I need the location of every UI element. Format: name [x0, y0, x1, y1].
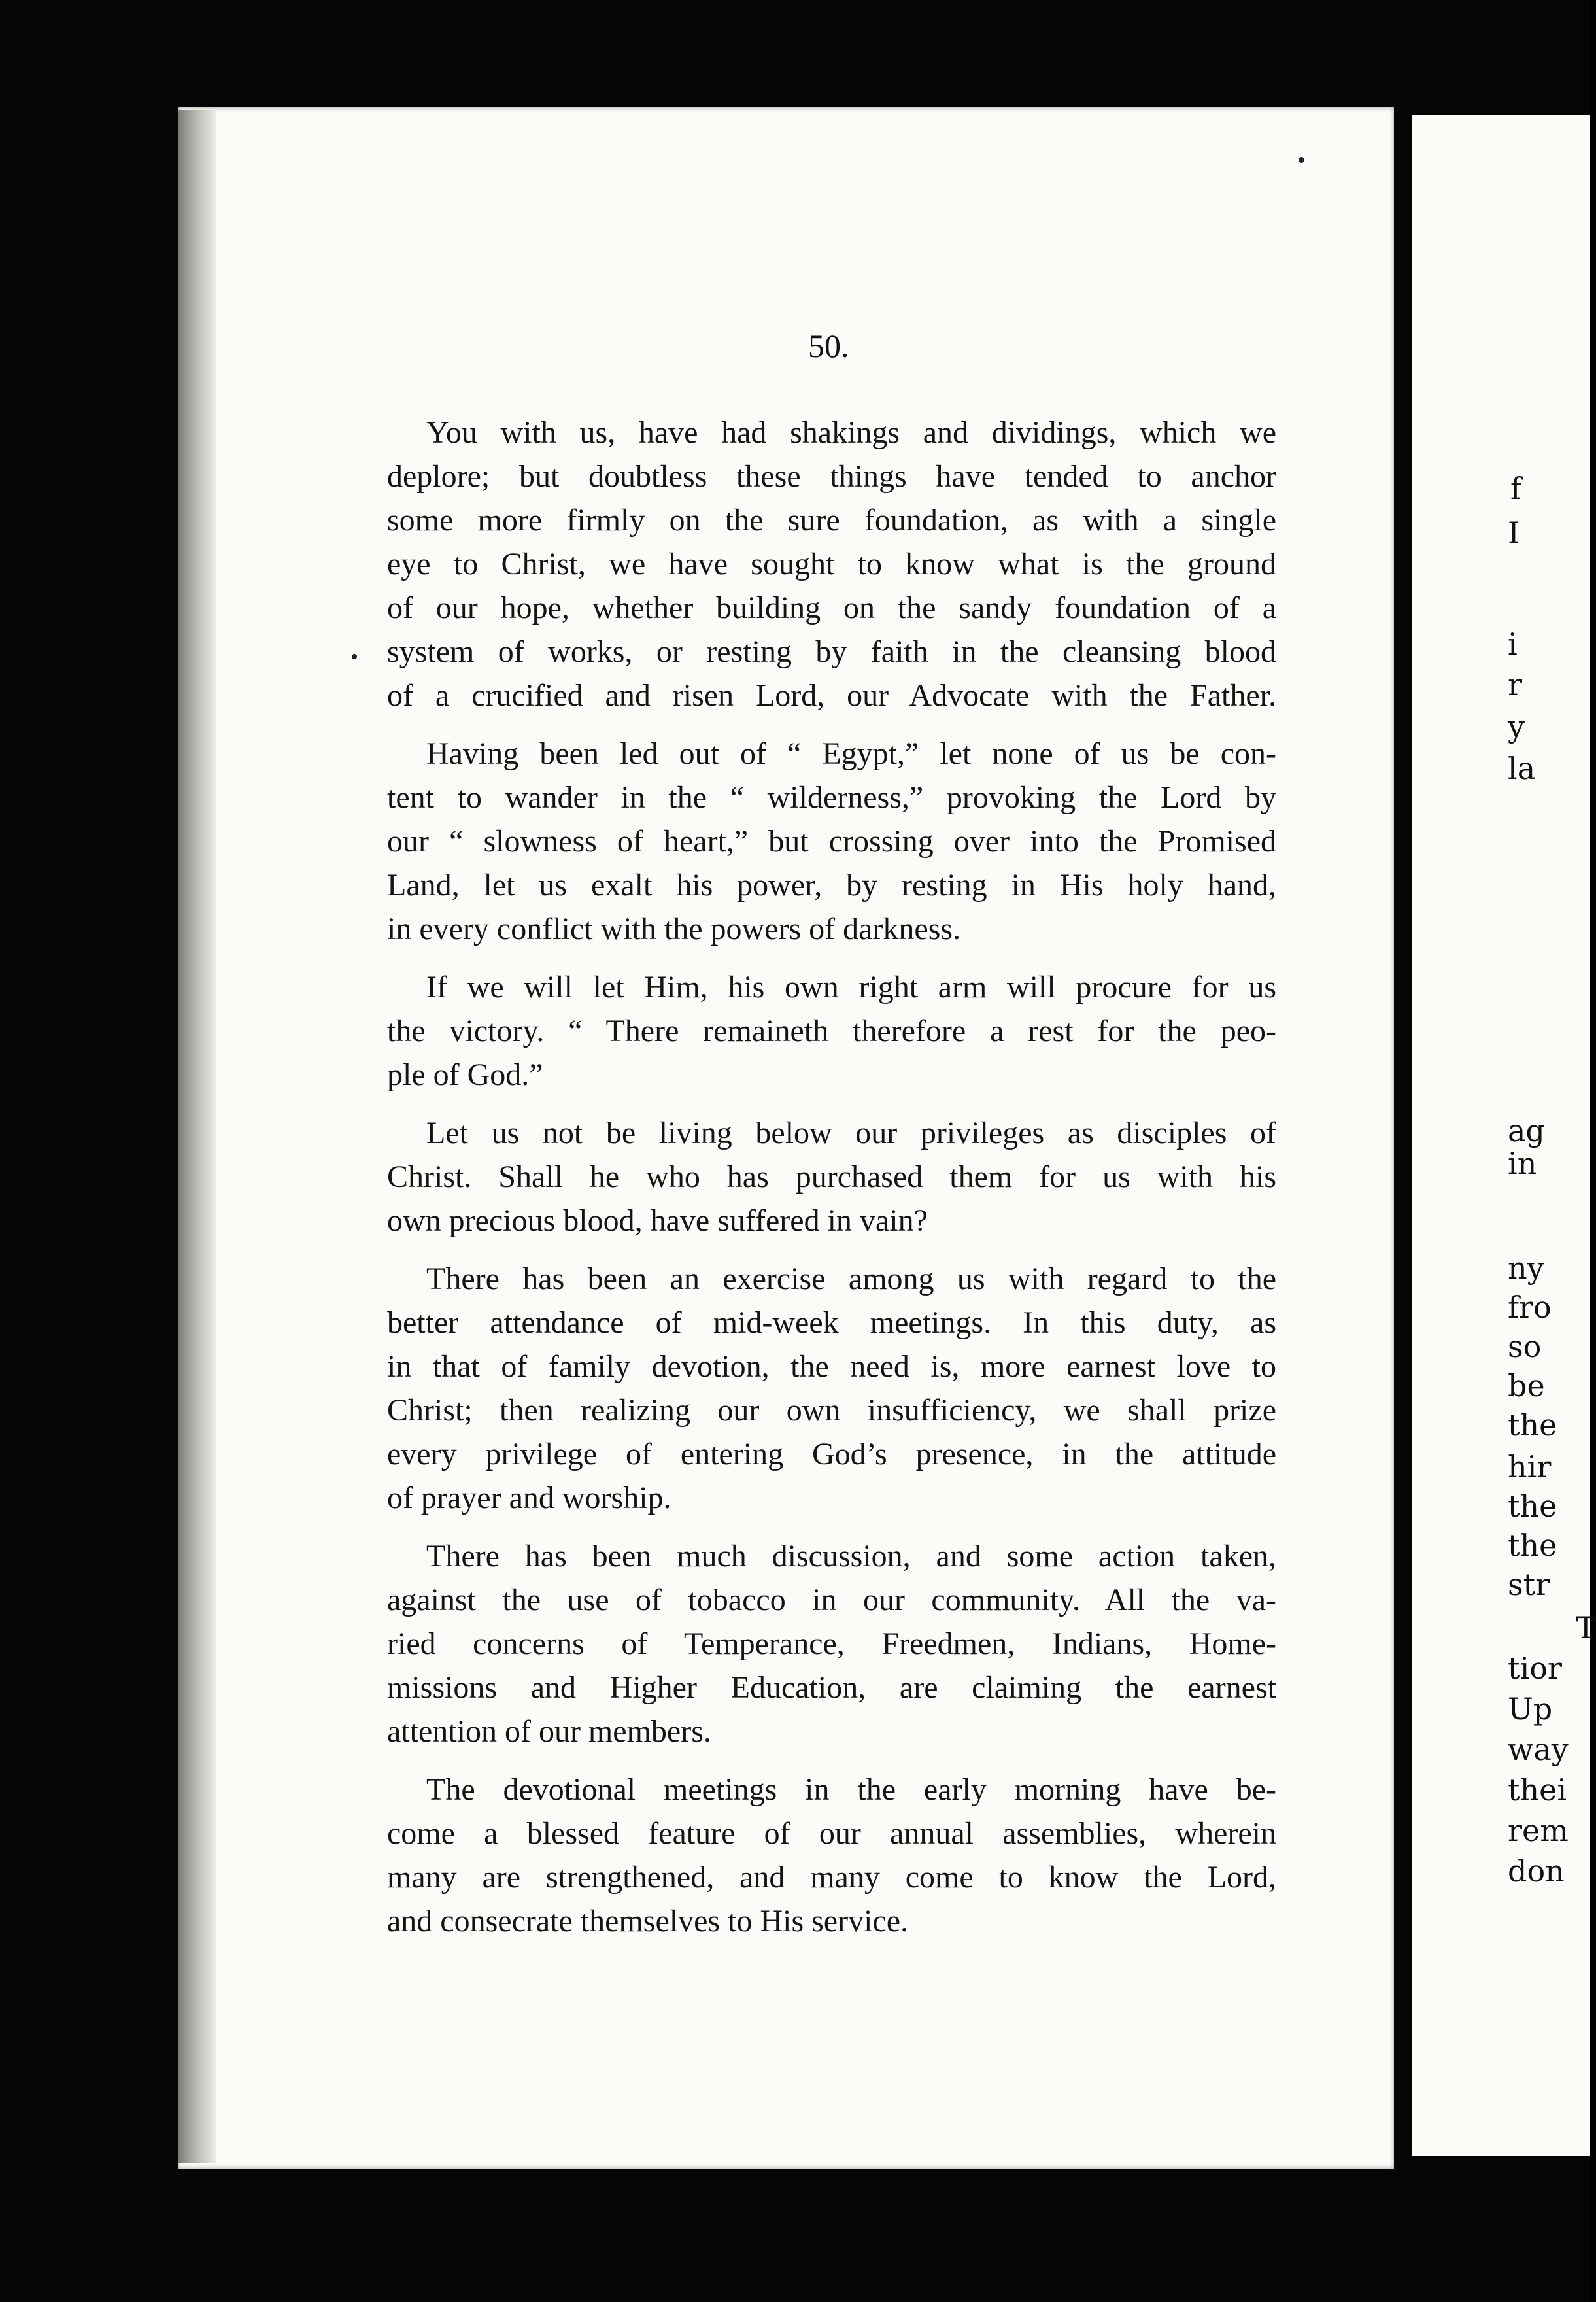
text-line: in that of family devotion, the need is, more earnest love to [387, 1349, 1276, 1384]
book-gutter [1394, 105, 1412, 2178]
text-line: ple of God.” [387, 1057, 543, 1092]
text-line: of a crucified and risen Lord, our Advocate with the Father. [387, 678, 1276, 713]
paragraph [387, 411, 1276, 717]
page-fore-edge [178, 110, 216, 2163]
text-line: Having been led out of “ Egypt,” let none of us be con- [426, 736, 1276, 771]
right-page-facing [1412, 115, 1596, 2156]
text-line: our “ slowness of heart,” but crossing over into the Promised [387, 824, 1276, 859]
facing-fragment: f [1510, 471, 1522, 506]
facing-fragment: fro [1508, 1290, 1552, 1325]
facing-fragment: the [1508, 1488, 1557, 1524]
facing-fragment: y [1508, 709, 1525, 744]
text-line: deplore; but doubtless these things have tended to anchor [387, 459, 1276, 494]
text-line: system of works, or resting by faith in the cleansing blood [387, 634, 1276, 669]
text-line: some more firmly on the sure foundation, as with a single [387, 503, 1276, 538]
text-line: the victory. “ There remaineth therefore a rest for the peo- [387, 1014, 1276, 1048]
facing-fragment: I [1508, 515, 1520, 551]
text-line: attention of our members. [387, 1714, 711, 1749]
text-line: of prayer and worship. [387, 1481, 671, 1515]
text-line: in every conflict with the powers of darkness. [387, 912, 961, 946]
scan-speck [1299, 157, 1304, 163]
text-line: eye to Christ, we have sought to know what is the ground [387, 547, 1276, 581]
text-line: come a blessed feature of our annual assemblies, wherein [387, 1816, 1276, 1851]
facing-fragment: tior [1508, 1651, 1562, 1686]
facing-fragment: Up [1508, 1691, 1553, 1726]
text-line: Let us not be living below our privileges as disciples of [426, 1116, 1276, 1150]
facing-fragment: rem [1508, 1813, 1569, 1848]
text-line: own precious blood, have suffered in vain? [387, 1203, 928, 1238]
facing-fragment: be [1508, 1368, 1545, 1403]
scan-speck [352, 654, 357, 659]
text-line: tent to wander in the “ wilderness,” provoking the Lord by [387, 780, 1276, 815]
text-line: better attendance of mid-week meetings. In this duty, as [387, 1305, 1276, 1340]
text-line: ried concerns of Temperance, Freedmen, Indians, Home- [387, 1626, 1276, 1661]
text-line: missions and Higher Education, are claiming the earnest [387, 1670, 1276, 1705]
facing-fragment: str [1508, 1567, 1550, 1602]
paragraph [387, 1111, 1276, 1243]
text-line: The devotional meetings in the early morning have be- [426, 1772, 1276, 1807]
facing-fragment: ny [1508, 1250, 1544, 1286]
text-line: Christ; then realizing our own insufficiency, we shall prize [387, 1393, 1276, 1428]
paragraph [387, 732, 1276, 951]
text-line: There has been an exercise among us with regard to the [426, 1262, 1276, 1296]
body-text [387, 411, 1276, 1957]
paragraph [387, 965, 1276, 1097]
text-line: Christ. Shall he who has purchased them for us with his [387, 1160, 1276, 1194]
facing-fragment: la [1508, 751, 1536, 786]
facing-fragment: thei [1508, 1772, 1567, 1808]
facing-fragment: so [1508, 1329, 1542, 1364]
paragraph [387, 1257, 1276, 1520]
facing-fragment: r [1508, 667, 1522, 702]
text-line: You with us, have had shakings and dividings, which we [426, 415, 1276, 450]
text-line: many are strengthened, and many come to know the Lord, [387, 1860, 1276, 1895]
text-line: There has been much discussion, and some action taken, [426, 1539, 1276, 1573]
facing-fragment: the [1508, 1528, 1557, 1563]
page-number: 50. [808, 328, 849, 364]
facing-fragment: the [1508, 1407, 1557, 1443]
text-line: against the use of tobacco in our community. All the va- [387, 1583, 1276, 1617]
text-line: and consecrate themselves to His service. [387, 1904, 909, 1938]
facing-fragment: don [1508, 1853, 1565, 1889]
text-line: every privilege of entering God’s presence, in the attitude [387, 1437, 1276, 1471]
text-line: of our hope, whether building on the sandy foundation of a [387, 591, 1276, 625]
facing-fragment: hir [1508, 1449, 1552, 1485]
facing-fragment: i [1508, 627, 1518, 662]
text-line: Land, let us exalt his power, by resting in His holy hand, [387, 868, 1276, 902]
facing-fragment: way [1508, 1732, 1569, 1767]
text-line: If we will let Him, his own right arm will procure for us [426, 970, 1276, 1005]
paragraph [387, 1768, 1276, 1943]
facing-fragment: in [1508, 1146, 1537, 1181]
facing-fragment: T [1576, 1610, 1596, 1645]
paragraph [387, 1534, 1276, 1753]
facing-fragment: ag [1508, 1113, 1545, 1148]
